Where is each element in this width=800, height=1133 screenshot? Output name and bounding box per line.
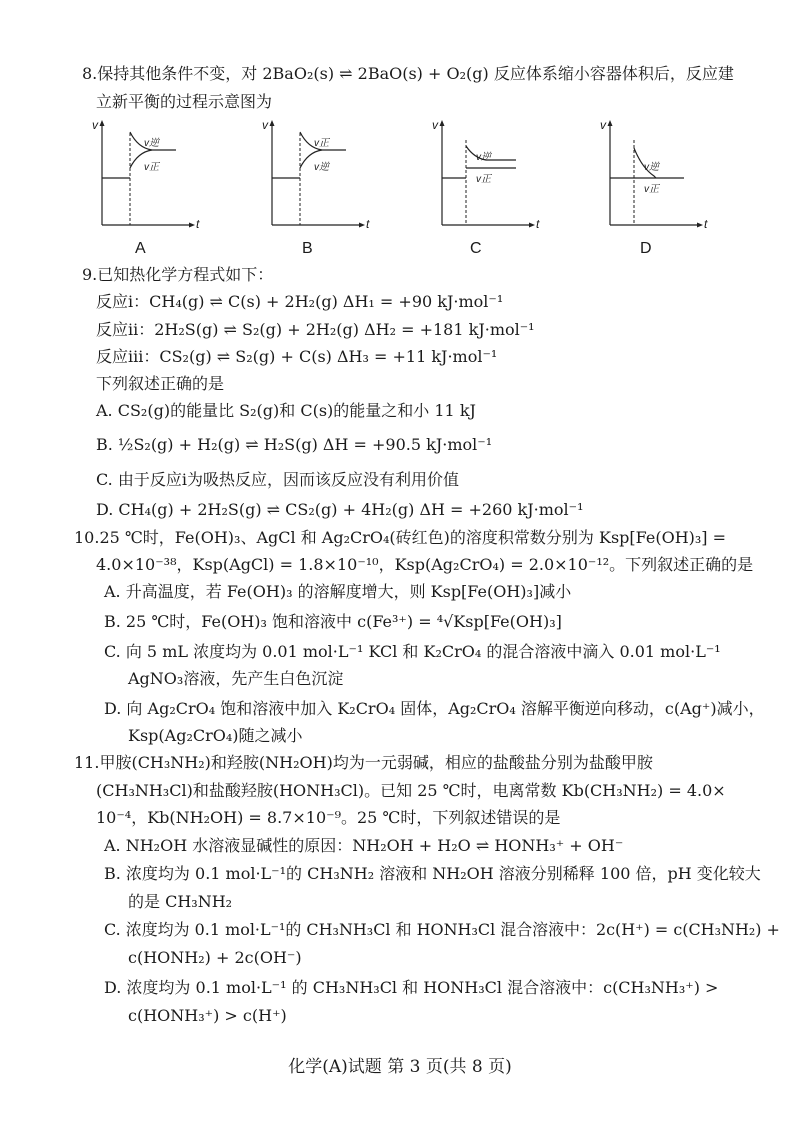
graph-b-v-axis-label: v: [262, 118, 268, 132]
graph-c-label: C: [470, 240, 482, 257]
q11-stem-line2: (CH₃NH₃Cl)和盐酸羟胺(HONH₃Cl)。已知 25 ℃时，电离常数 Kb(CH₃NH₂) = 4.0×: [96, 781, 726, 800]
graph-c-v-axis-label: v: [432, 118, 438, 132]
graph-a-label: A: [135, 240, 146, 257]
graph-a-bottom-curve-label: v正: [144, 162, 159, 173]
q11-option-b-line1: B. 浓度均为 0.1 mol·L⁻¹的 CH₃NH₂ 溶液和 NH₂OH 溶液分别稀释 100 倍，pH 变化较大: [104, 864, 761, 883]
q10-option-a: A. 升高温度，若 Fe(OH)₃ 的溶解度增大，则 Ksp[Fe(OH)₃]减小: [104, 582, 572, 601]
q9-ask: 下列叙述正确的是: [96, 374, 225, 393]
graph-d-bottom-curve-label: v正: [644, 184, 659, 195]
graph-c-bottom-curve-label: v正: [476, 174, 491, 185]
graph-a-t-axis-label: t: [196, 217, 200, 231]
q10-option-c-line1: C. 向 5 mL 浓度均为 0.01 mol·L⁻¹ KCl 和 K₂CrO₄ 的混合溶液中滴入 0.01 mol·L⁻¹: [104, 642, 721, 661]
graph-d-v-axis-label: v: [600, 118, 606, 132]
q11-option-c-line1: C. 浓度均为 0.1 mol·L⁻¹的 CH₃NH₃Cl 和 HONH₃Cl 混合溶液中：2c(H⁺) = c(CH₃NH₂) +: [104, 920, 780, 939]
q10-stem-line2: 4.0×10⁻³⁸，Ksp(AgCl) = 1.8×10⁻¹⁰，Ksp(Ag₂CrO₄) = 2.0×10⁻¹²。下列叙述正确的是: [96, 555, 754, 574]
q9-option-c: C. 由于反应ⅰ为吸热反应，因而该反应没有利用价值: [96, 470, 459, 489]
q10-option-d-line2: Ksp(Ag₂CrO₄)随之减小: [128, 726, 303, 745]
graph-d-t-axis-label: t: [704, 217, 708, 231]
q9-reaction-3: 反应ⅲ：CS₂(g) ⇌ S₂(g) + C(s) ΔH₃ = +11 kJ·mol⁻¹: [96, 347, 498, 366]
q8-graph-b: [262, 118, 372, 233]
q8-stem-line2: 立新平衡的过程示意图为: [96, 92, 273, 111]
q11-option-d-line2: c(HONH₃⁺) > c(H⁺): [128, 1006, 287, 1025]
q9-option-b: B. ½S₂(g) + H₂(g) ⇌ H₂S(g) ΔH = +90.5 kJ·mol⁻¹: [96, 435, 493, 454]
q11-option-a: A. NH₂OH 水溶液显碱性的原因：NH₂OH + H₂O ⇌ HONH₃⁺ + OH⁻: [104, 836, 624, 855]
q11-option-d-line1: D. 浓度均为 0.1 mol·L⁻¹ 的 CH₃NH₃Cl 和 HONH₃Cl 混合溶液中：c(CH₃NH₃⁺) >: [104, 978, 719, 997]
graph-a-top-curve-label: v逆: [144, 138, 159, 149]
q10-stem-line1: 10.25 ℃时，Fe(OH)₃、AgCl 和 Ag₂CrO₄(砖红色)的溶度积常数分别为 Ksp[Fe(OH)₃] =: [74, 528, 727, 547]
q10-option-c-line2: AgNO₃溶液，先产生白色沉淀: [128, 669, 344, 688]
graph-b-top-curve-label: v正: [314, 138, 329, 149]
page-footer: 化学(A)试题 第 3 页(共 8 页): [288, 1057, 512, 1077]
q9-option-d: D. CH₄(g) + 2H₂S(g) ⇌ CS₂(g) + 4H₂(g) ΔH = +260 kJ·mol⁻¹: [96, 500, 584, 519]
q8-graph-c: [432, 118, 542, 233]
graph-c-top-curve-label: v逆: [476, 152, 491, 163]
q8-graph-d: [600, 118, 710, 233]
graph-b-bottom-curve-label: v逆: [314, 162, 329, 173]
q10-option-d-line1: D. 向 Ag₂CrO₄ 饱和溶液中加入 K₂CrO₄ 固体，Ag₂CrO₄ 溶解平衡逆向移动，c(Ag⁺)减小，: [104, 699, 765, 718]
q8-graph-a: [92, 118, 202, 233]
q10-option-b: B. 25 ℃时，Fe(OH)₃ 饱和溶液中 c(Fe³⁺) = ⁴√Ksp[Fe(OH)₃]: [104, 612, 562, 631]
q9-reaction-2: 反应ⅱ：2H₂S(g) ⇌ S₂(g) + 2H₂(g) ΔH₂ = +181 kJ·mol⁻¹: [96, 320, 535, 339]
q11-option-b-line2: 的是 CH₃NH₂: [128, 892, 233, 911]
graph-b-label: B: [302, 240, 313, 257]
q11-stem-line3: 10⁻⁴，Kb(NH₂OH) = 8.7×10⁻⁹。25 ℃时，下列叙述错误的是: [96, 808, 561, 827]
graph-a-v-axis-label: v: [92, 118, 98, 132]
q9-reaction-1: 反应ⅰ：CH₄(g) ⇌ C(s) + 2H₂(g) ΔH₁ = +90 kJ·mol⁻¹: [96, 292, 504, 311]
q11-option-c-line2: c(HONH₂) + 2c(OH⁻): [128, 948, 302, 967]
graph-c-t-axis-label: t: [536, 217, 540, 231]
q11-stem-line1: 11.甲胺(CH₃NH₂)和羟胺(NH₂OH)均为一元弱碱，相应的盐酸盐分别为盐酸甲胺: [74, 753, 653, 772]
graph-d-label: D: [640, 240, 652, 257]
q9-option-a: A. CS₂(g)的能量比 S₂(g)和 C(s)的能量之和小 11 kJ: [96, 401, 476, 420]
graph-d-top-curve-label: v逆: [644, 162, 659, 173]
graph-b-t-axis-label: t: [366, 217, 370, 231]
q9-stem: 9.已知热化学方程式如下：: [82, 265, 274, 284]
graph-d-svg: [600, 118, 710, 233]
q8-stem-line1: 8.保持其他条件不变，对 2BaO₂(s) ⇌ 2BaO(s) + O₂(g) 反应体系缩小容器体积后，反应建: [82, 64, 734, 83]
